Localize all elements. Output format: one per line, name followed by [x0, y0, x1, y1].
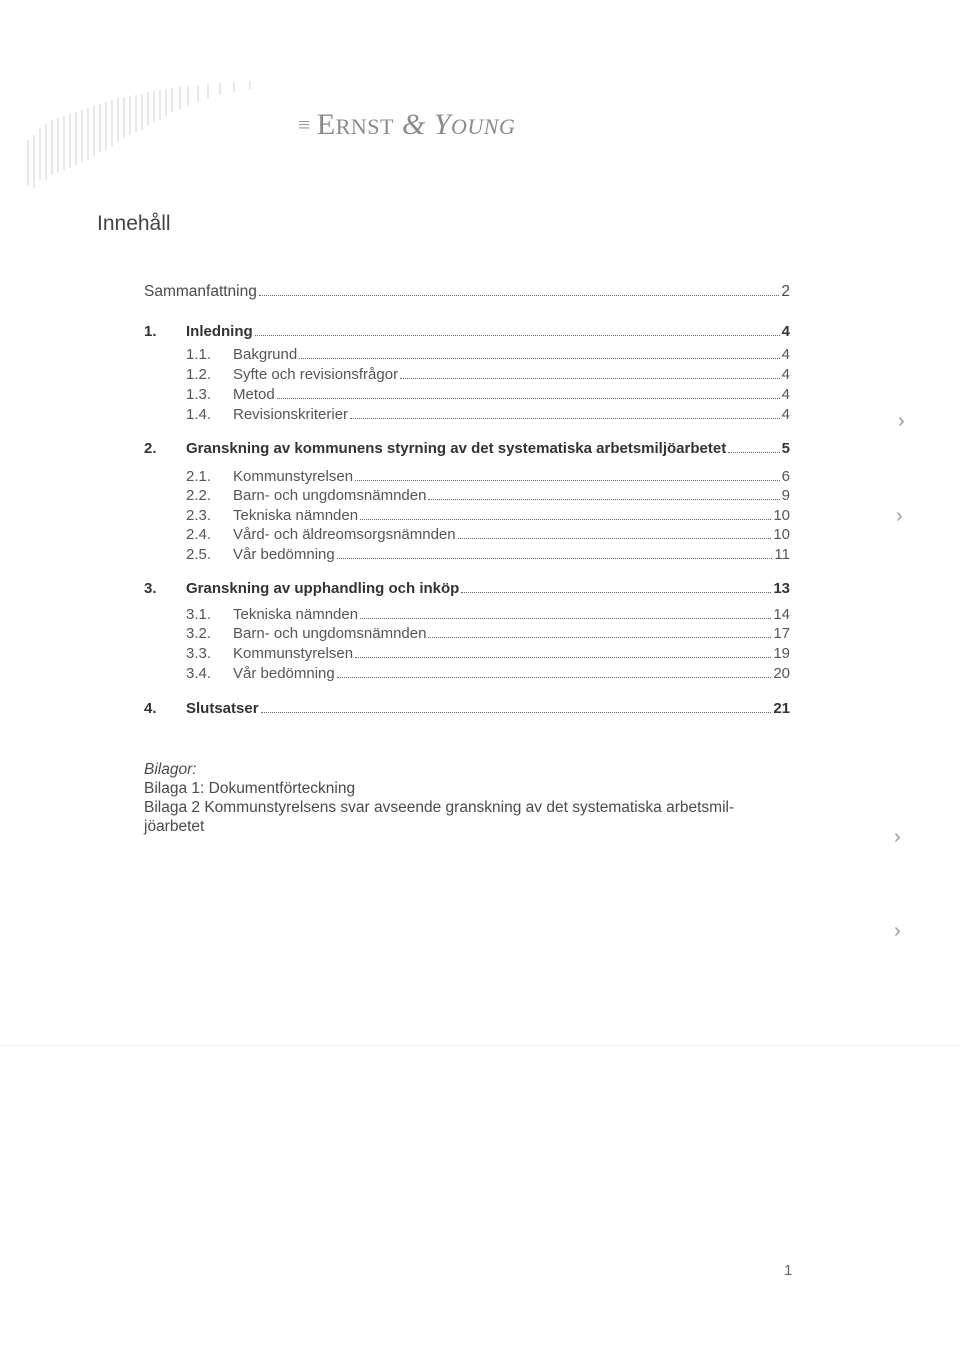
toc-dot-leader	[360, 617, 771, 619]
toc-dot-leader	[299, 357, 779, 359]
toc-entry-page: 4	[781, 406, 790, 423]
appendix-label: Bilagor:	[144, 761, 197, 778]
appendix-list	[144, 760, 734, 836]
toc-entry-page: 4	[781, 366, 790, 383]
toc-entry-title: Syfte och revisionsfrågor	[233, 366, 399, 383]
toc-entry	[144, 323, 790, 340]
toc-dot-leader	[337, 557, 773, 559]
toc-entry-page: 4	[781, 323, 790, 340]
toc-entry	[186, 665, 790, 682]
toc-entry-title: Tekniska nämnden	[233, 507, 359, 524]
toc-entry-number: 1.2.	[186, 366, 212, 383]
toc-entry-title: Vår bedömning	[233, 546, 335, 563]
toc-entry	[144, 440, 790, 457]
logo-right-word: YOUNG	[433, 108, 516, 141]
toc-dot-leader	[458, 537, 772, 539]
toc-entry-page: 14	[773, 606, 790, 623]
toc-entry-number: 1.	[144, 323, 157, 340]
scan-artifact-line	[0, 1045, 960, 1046]
toc-entry-title: Slutsatser	[186, 700, 259, 717]
toc-entry-title: Inledning	[186, 323, 253, 340]
toc-entry-title: Granskning av kommunens styrning av det systematiska arbetsmiljöarbetet	[186, 440, 727, 457]
appendix-item-1: Bilaga 1: Dokumentförteckning	[144, 780, 356, 797]
toc-entry-page: 9	[781, 487, 790, 504]
toc-entry-page: 6	[781, 468, 790, 485]
toc-entry	[186, 346, 790, 363]
toc-entry-number: 1.4.	[186, 406, 212, 423]
appendix-item-2: Bilaga 2 Kommunstyrelsens svar avseende granskning av det systematiska arbetsmil-	[144, 799, 735, 816]
appendix-item-2-cont: jöarbetet	[144, 818, 205, 835]
toc-entry-number: 2.2.	[186, 487, 212, 504]
toc-dot-leader	[360, 518, 771, 520]
toc-entry-number: 2.4.	[186, 526, 212, 543]
toc-dot-leader	[428, 498, 779, 500]
toc-entry-page: 2	[781, 283, 790, 300]
toc-entry	[186, 386, 790, 403]
toc-entry-number: 2.1.	[186, 468, 212, 485]
logo-mark-icon: ≡	[298, 112, 311, 137]
toc-entry	[186, 487, 790, 504]
toc-entry	[186, 526, 790, 543]
toc-entry-number: 2.3.	[186, 507, 212, 524]
toc-entry-title: Sammanfattning	[144, 283, 257, 300]
toc-dot-leader	[350, 417, 780, 419]
ernst-young-logo	[298, 108, 515, 142]
toc-dot-leader	[277, 397, 780, 399]
toc-dot-leader	[259, 294, 780, 296]
toc-entry	[186, 468, 790, 485]
margin-mark-icon: ›	[894, 826, 901, 848]
toc-entry-page: 13	[773, 580, 790, 597]
toc-dot-leader	[355, 656, 771, 658]
toc-dot-leader	[428, 636, 771, 638]
toc-entry-page: 21	[773, 700, 790, 717]
toc-entry-title: Metod	[233, 386, 275, 403]
toc-entry	[186, 546, 790, 563]
toc-entry-page: 5	[781, 440, 790, 457]
toc-entry-page: 20	[773, 665, 790, 682]
toc-entry	[186, 625, 790, 642]
toc-entry-title: Vård- och äldreomsorgsnämnden	[233, 526, 456, 543]
toc-entry	[144, 283, 790, 301]
toc-dot-leader	[461, 591, 771, 593]
toc-entry-title: Kommunstyrelsen	[233, 468, 354, 485]
toc-entry-number: 3.3.	[186, 645, 212, 662]
toc-entry-number: 1.1.	[186, 346, 212, 363]
logo-ampersand: &	[402, 108, 426, 141]
toc-entry-title: Bakgrund	[233, 346, 298, 363]
toc-entry-page: 17	[773, 625, 790, 642]
toc-entry-page: 10	[773, 526, 790, 543]
toc-entry-title: Granskning av upphandling och inköp	[186, 580, 460, 597]
toc-entry	[144, 700, 790, 717]
toc-entry-title: Kommunstyrelsen	[233, 645, 354, 662]
toc-entry-number: 2.5.	[186, 546, 212, 563]
toc-entry-page: 4	[781, 386, 790, 403]
toc-entry-title: Barn- och ungdomsnämnden	[233, 487, 427, 504]
toc-entry-page: 10	[773, 507, 790, 524]
margin-mark-icon: ›	[896, 505, 903, 527]
toc-entry-title: Revisionskriterier	[233, 406, 349, 423]
toc-dot-leader	[728, 451, 779, 453]
toc-entry-title: Tekniska nämnden	[233, 606, 359, 623]
toc-entry	[144, 580, 790, 597]
toc-dot-leader	[337, 676, 772, 678]
contents-heading: Innehåll	[97, 212, 171, 235]
toc-dot-leader	[400, 377, 780, 379]
page-number: 1	[784, 1262, 793, 1279]
toc-entry-title: Vår bedömning	[233, 665, 335, 682]
toc-entry-number: 4.	[144, 700, 157, 717]
toc-dot-leader	[355, 479, 780, 481]
toc-entry	[186, 366, 790, 383]
toc-entry-number: 2.	[144, 440, 157, 457]
margin-mark-icon: ›	[898, 410, 905, 432]
margin-mark-icon: ›	[894, 920, 901, 942]
toc-entry-number: 1.3.	[186, 386, 212, 403]
toc-entry-page: 11	[774, 546, 790, 563]
toc-entry	[186, 507, 790, 524]
toc-entry	[186, 406, 790, 423]
scan-artifact-bars	[8, 80, 278, 190]
toc-entry-title: Barn- och ungdomsnämnden	[233, 625, 427, 642]
toc-entry-page: 4	[781, 346, 790, 363]
logo-left-word: ERNST	[316, 108, 394, 141]
toc-dot-leader	[255, 334, 780, 336]
toc-entry-number: 3.4.	[186, 665, 212, 682]
toc-entry-number: 3.1.	[186, 606, 212, 623]
toc-entry-number: 3.	[144, 580, 157, 597]
toc-entry-number: 3.2.	[186, 625, 212, 642]
toc-entry-page: 19	[773, 645, 790, 662]
toc-entry	[186, 606, 790, 623]
toc-entry	[186, 645, 790, 662]
toc-dot-leader	[261, 711, 772, 713]
